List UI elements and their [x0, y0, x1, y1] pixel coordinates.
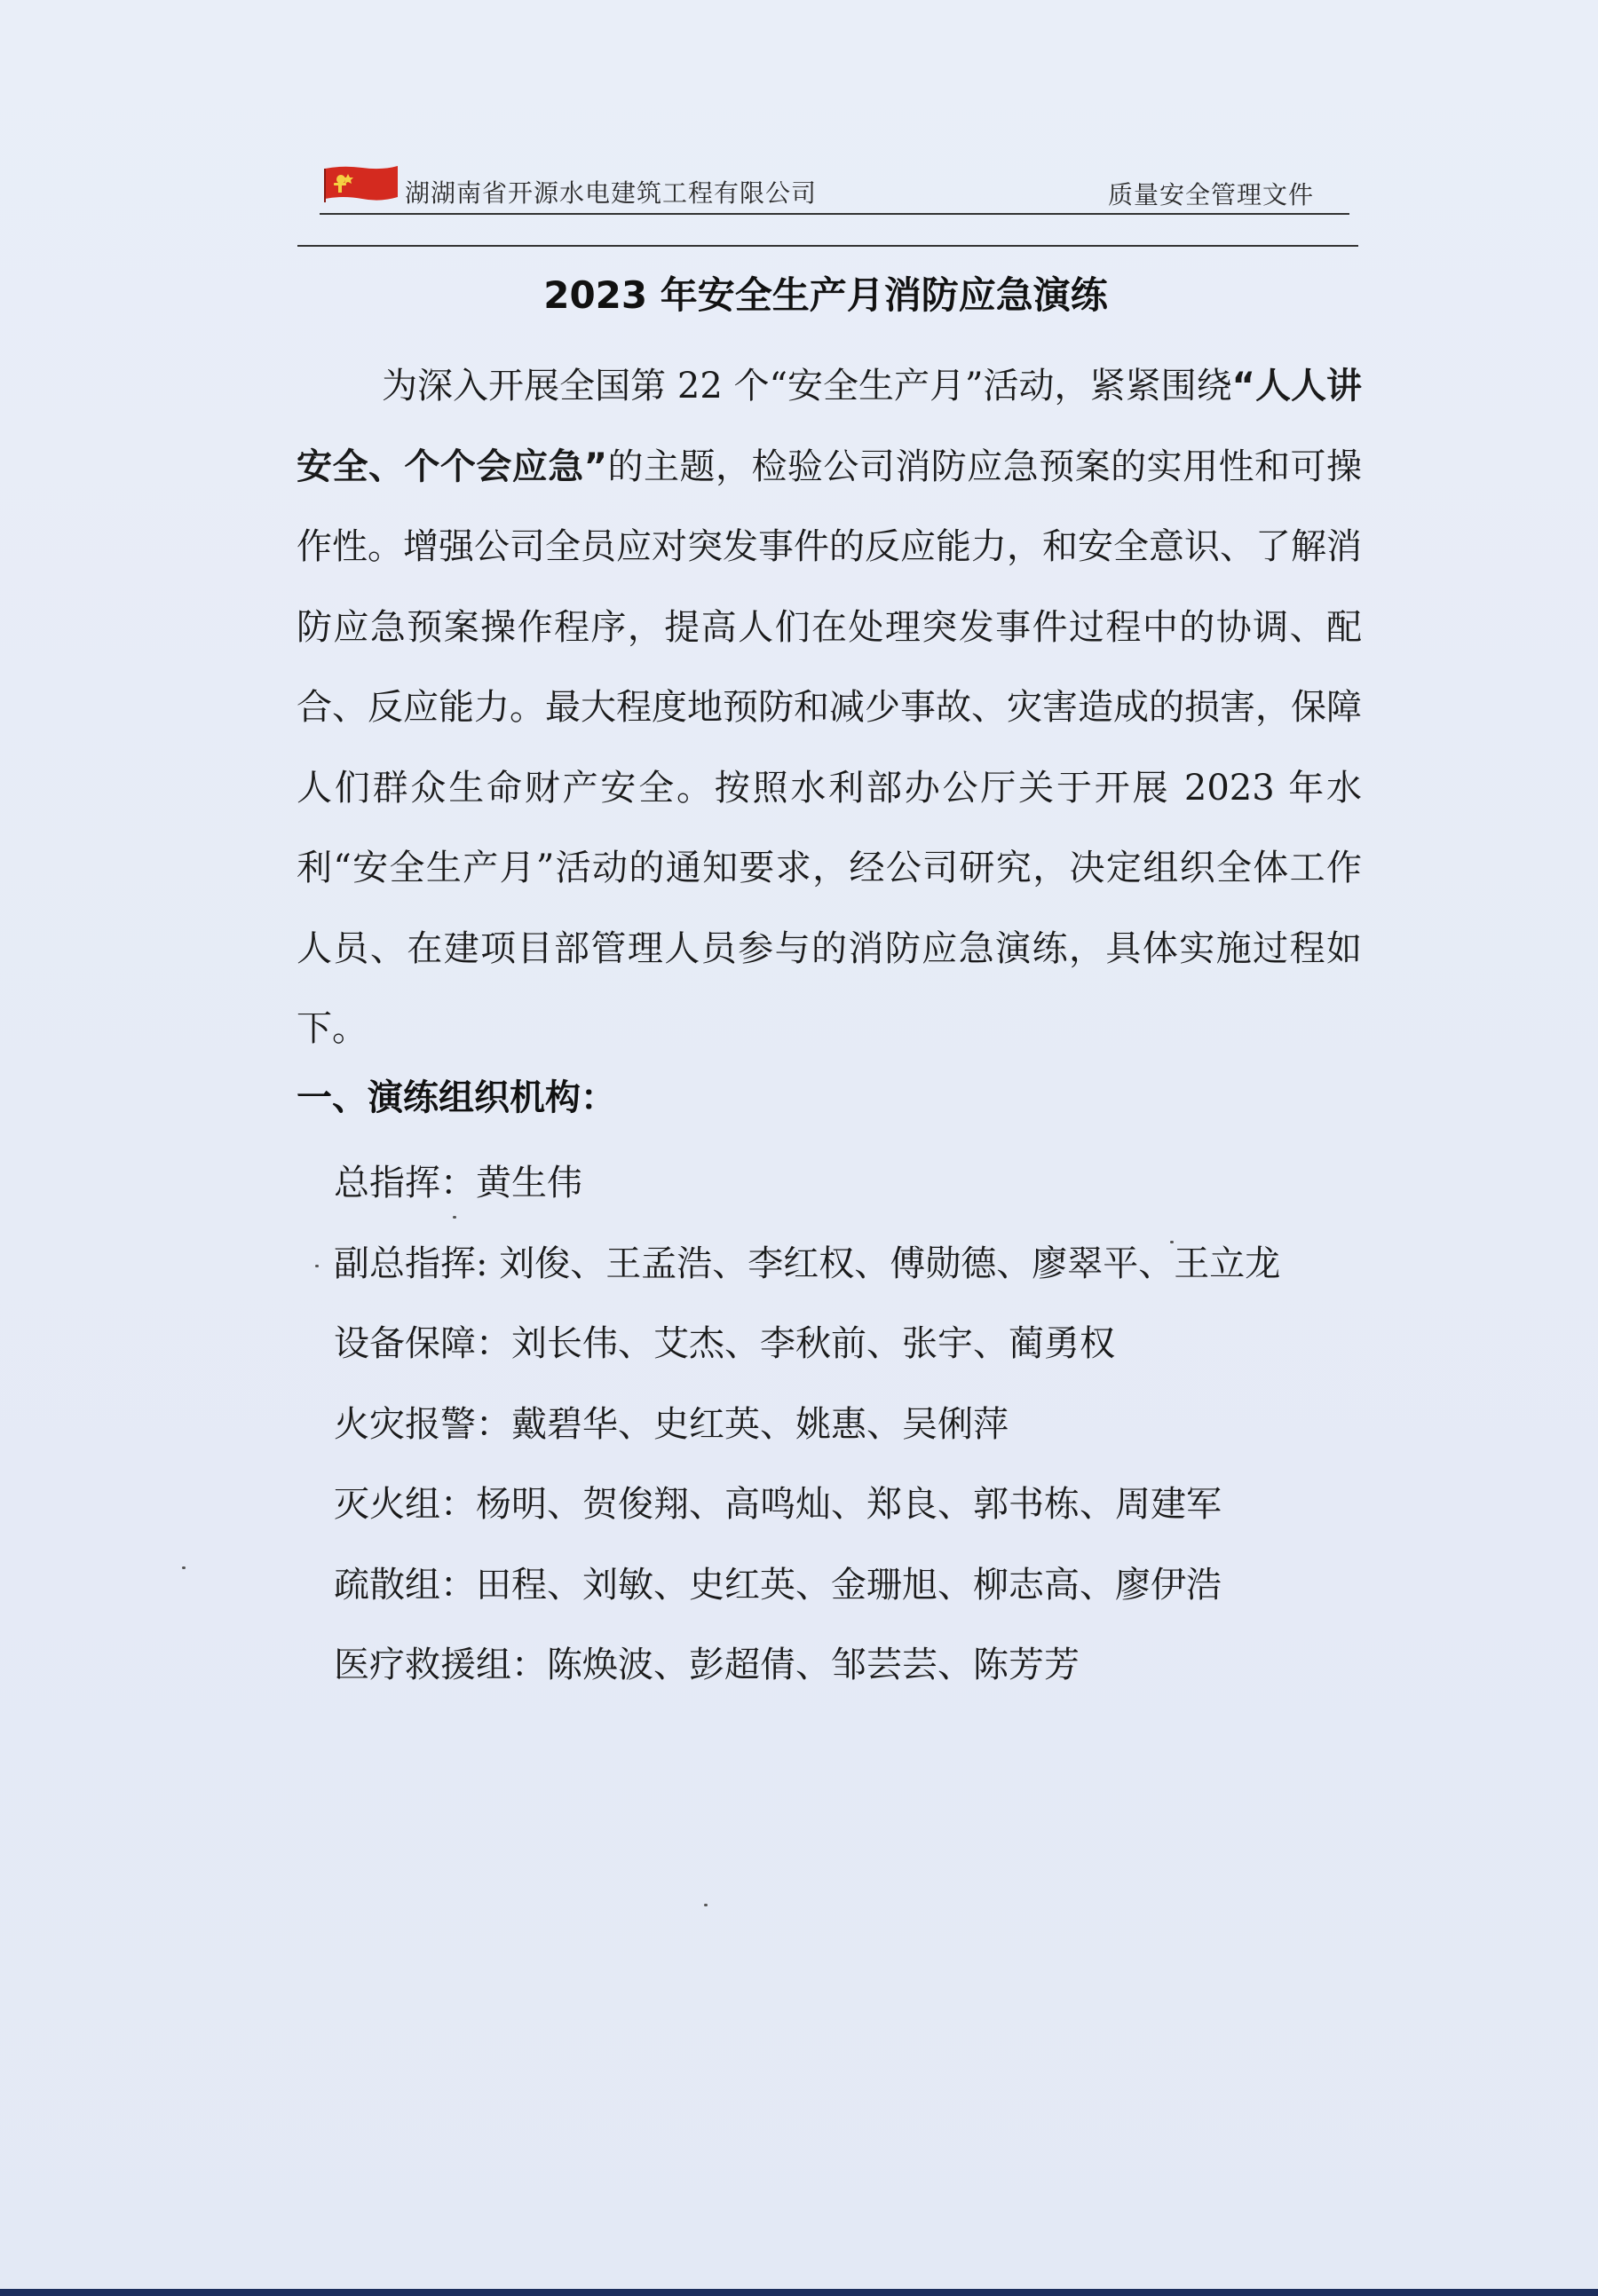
- header-rule-top: [320, 213, 1349, 215]
- scan-speck: [704, 1904, 708, 1906]
- company-flag-icon: [323, 163, 400, 204]
- document-type-label: 质量安全管理文件: [1107, 180, 1314, 209]
- company-name: 湖湖南省开源水电建筑工程有限公司: [405, 178, 818, 208]
- scan-speck: [1170, 1241, 1174, 1243]
- org-role-evacuation: 疏散组：田程、刘敏、史红英、金珊旭、柳志高、廖伊浩: [334, 1564, 1222, 1606]
- intro-paragraph: [297, 346, 1362, 1069]
- document-title: 2023 年安全生产月消防应急演练: [543, 273, 1108, 317]
- org-role-firefighting: 灭火组：杨明、贺俊翔、高鸣灿、郑良、郭书栋、周建军: [334, 1484, 1222, 1525]
- letterhead: [320, 160, 1349, 213]
- scan-speck: [315, 1265, 319, 1267]
- section-heading-organization: 一、演练组织机构：: [297, 1077, 616, 1118]
- intro-text-part2: 的主题，检验公司消防应急预案的实用性和可操作性。增强公司全员应对突发事件的反应能力，和安全意识、了解消防应急预案操作程序，提高人们在处理突发事件过程中的协调、配合、反应能力。最大程度地预防和减少事故、灾害造成的损害，保障人们群众生命财产安全。按照水利部办公厅关于开展 2023 年水利“安全生产月”活动的通知要求，经公司研究，决定组织全体工作人员、在建项目部管理人员参与的消防应急演练，具体实施过程如下。: [297, 446, 1363, 1049]
- intro-theme-bold: “人人讲安全、个个会应急”: [297, 366, 1362, 487]
- header-rule-bottom: [297, 245, 1358, 247]
- scan-speck: [453, 1216, 456, 1219]
- org-role-medical: 医疗救援组：陈焕波、彭超倩、邹芸芸、陈芳芳: [334, 1645, 1080, 1685]
- intro-text-part1: 为深入开展全国第 22 个“安全生产月”活动，紧紧围绕: [382, 366, 1232, 406]
- org-role-deputy-commander: 副总指挥: 刘俊、王孟浩、李红权、傅勋德、廖翠平、王立龙: [334, 1243, 1281, 1284]
- scan-speck: [182, 1566, 186, 1569]
- organization-list: [334, 1143, 1280, 1706]
- scan-bottom-edge: [0, 2289, 1598, 2296]
- org-role-equipment: 设备保障：刘长伟、艾杰、李秋前、张宇、蔺勇权: [334, 1323, 1115, 1364]
- org-role-commander: 总指挥：黄生伟: [334, 1163, 582, 1203]
- org-role-fire-alarm: 火灾报警：戴碧华、史红英、姚惠、吴俐萍: [334, 1403, 1009, 1445]
